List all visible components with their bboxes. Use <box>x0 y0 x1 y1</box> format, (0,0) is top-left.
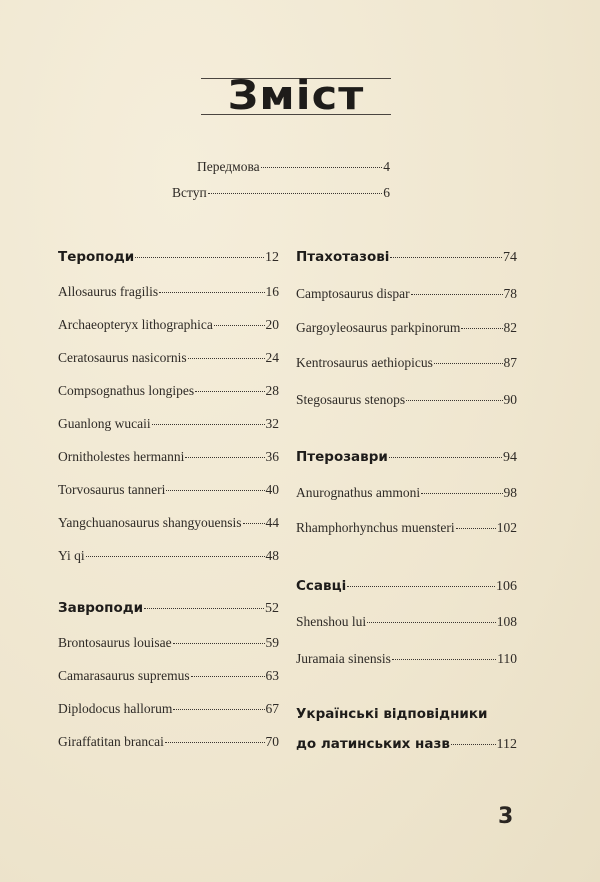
toc-leader <box>411 294 503 295</box>
toc-entry-page: 20 <box>265 317 279 332</box>
toc-entry-page: 52 <box>265 601 279 616</box>
toc-entry-label: Guanlong wucaii <box>58 416 151 431</box>
toc-leader <box>389 457 502 458</box>
toc-leader <box>261 167 383 168</box>
toc-entry-page: 4 <box>383 159 390 174</box>
toc-entry-label: Kentrosaurus aethiopicus <box>296 355 433 370</box>
toc-section-heading[interactable] <box>58 600 279 617</box>
toc-leader <box>144 608 264 609</box>
toc-section-heading[interactable] <box>296 249 517 266</box>
toc-leader <box>214 325 265 326</box>
toc-entry-page: 63 <box>265 668 279 683</box>
toc-entry[interactable] <box>58 449 279 465</box>
toc-entry[interactable] <box>58 668 279 684</box>
toc-section-heading[interactable] <box>296 449 517 466</box>
toc-entry-page: 24 <box>265 350 279 365</box>
toc-entry[interactable] <box>58 416 279 432</box>
toc-entry[interactable] <box>58 350 279 366</box>
toc-entry-page: 74 <box>503 250 517 265</box>
toc-entry[interactable] <box>58 701 279 717</box>
toc-entry[interactable] <box>296 392 517 408</box>
toc-leader <box>434 363 503 364</box>
toc-heading-label: Завроподи <box>58 600 144 616</box>
toc-leader <box>191 676 265 677</box>
page-title: Зміст <box>227 73 365 119</box>
toc-entry-label: Rhamphorhynchus muensteri <box>296 520 455 535</box>
toc-section-heading[interactable] <box>58 249 279 266</box>
toc-leader <box>86 556 265 557</box>
toc-entry[interactable] <box>296 286 517 302</box>
toc-entry[interactable] <box>296 320 517 336</box>
toc-appendix-heading-line1[interactable]: Українські відповідники <box>296 706 488 722</box>
toc-entry-page: 40 <box>265 482 279 497</box>
toc-leader <box>392 659 496 660</box>
toc-leader <box>367 622 496 623</box>
toc-leader <box>390 257 502 258</box>
toc-entry-page: 108 <box>496 614 517 629</box>
toc-entry-page: 32 <box>265 416 279 431</box>
toc-entry-page: 98 <box>503 485 517 500</box>
toc-leader <box>173 709 264 710</box>
toc-entry-label: Shenshou lui <box>296 614 367 629</box>
toc-entry[interactable] <box>296 485 517 501</box>
toc-entry-intro[interactable] <box>197 159 390 175</box>
toc-leader <box>451 744 496 745</box>
toc-entry-label: Ornitholestes hermanni <box>58 449 185 464</box>
toc-entry[interactable] <box>296 355 517 371</box>
toc-entry-page: 28 <box>265 383 279 398</box>
toc-entry[interactable] <box>296 651 517 667</box>
toc-leader <box>152 424 265 425</box>
toc-entry-label: Stegosaurus stenops <box>296 392 406 407</box>
toc-entry[interactable] <box>58 317 279 333</box>
toc-entry-label: Diplodocus hallorum <box>58 701 173 716</box>
toc-heading-label: Тероподи <box>58 249 135 265</box>
toc-leader <box>185 457 264 458</box>
toc-heading-label: Птерозаври <box>296 449 388 465</box>
toc-leader <box>195 391 264 392</box>
toc-entry-page: 112 <box>496 737 517 752</box>
toc-heading-label: до латинських назв <box>296 736 450 752</box>
toc-entry-label: Camptosaurus dispar <box>296 286 410 301</box>
toc-entry-label: Yangchuanosaurus shangyouensis <box>58 515 242 530</box>
toc-entry-label: Archaeopteryx lithographica <box>58 317 213 332</box>
page-number: 3 <box>498 804 514 829</box>
toc-entry-page: 94 <box>503 450 517 465</box>
toc-entry[interactable] <box>58 635 279 651</box>
toc-entry[interactable] <box>58 284 279 300</box>
toc-entry-label: Yi qi <box>58 548 85 563</box>
toc-entry[interactable] <box>58 548 279 564</box>
toc-entry-intro[interactable] <box>172 185 390 201</box>
toc-leader <box>406 400 502 401</box>
toc-entry-page: 48 <box>265 548 279 563</box>
toc-entry-label: Anurognathus ammoni <box>296 485 421 500</box>
toc-heading-label: Птахотазові <box>296 249 390 265</box>
toc-entry-page: 90 <box>503 392 517 407</box>
toc-entry-label: Allosaurus fragilis <box>58 284 159 299</box>
toc-entry-page: 67 <box>265 701 279 716</box>
toc-entry[interactable] <box>58 383 279 399</box>
toc-entry-page: 82 <box>503 320 517 335</box>
toc-entry-label: Camarasaurus supremus <box>58 668 190 683</box>
toc-entry[interactable] <box>296 520 517 536</box>
toc-entry[interactable] <box>58 515 279 531</box>
toc-leader <box>165 742 265 743</box>
toc-leader <box>135 257 264 258</box>
toc-leader <box>456 528 496 529</box>
toc-entry-page: 16 <box>265 284 279 299</box>
toc-entry-label: Вступ <box>172 185 207 200</box>
toc-entry-page: 87 <box>503 355 517 370</box>
toc-leader <box>461 328 502 329</box>
toc-entry-label: Compsognathus longipes <box>58 383 195 398</box>
toc-entry-label: Передмова <box>197 159 260 174</box>
toc-appendix-heading[interactable] <box>296 736 517 753</box>
toc-entry[interactable] <box>58 482 279 498</box>
toc-entry-page: 36 <box>265 449 279 464</box>
toc-leader <box>421 493 502 494</box>
toc-entry-page: 12 <box>265 250 279 265</box>
toc-heading-label: Ссавці <box>296 578 347 594</box>
toc-entry-label: Juramaia sinensis <box>296 651 391 666</box>
toc-entry[interactable] <box>58 734 279 750</box>
toc-entry-page: 110 <box>497 651 517 666</box>
toc-leader <box>347 586 495 587</box>
toc-entry-label: Brontosaurus louisae <box>58 635 172 650</box>
toc-entry-page: 106 <box>496 579 517 594</box>
toc-entry-page: 44 <box>265 515 279 530</box>
toc-entry-label: Gargoyleosaurus parkpinorum <box>296 320 461 335</box>
toc-entry-page: 6 <box>383 185 390 200</box>
toc-leader <box>173 643 265 644</box>
title-block <box>201 74 391 118</box>
toc-leader <box>166 490 264 491</box>
toc-entry-page: 70 <box>265 734 279 749</box>
toc-entry-label: Giraffatitan brancai <box>58 734 164 749</box>
toc-leader <box>159 292 264 293</box>
toc-entry[interactable] <box>296 614 517 630</box>
toc-leader <box>188 358 265 359</box>
toc-leader <box>208 193 383 194</box>
toc-leader <box>243 523 265 524</box>
toc-entry-page: 59 <box>265 635 279 650</box>
toc-entry-label: Ceratosaurus nasicornis <box>58 350 187 365</box>
toc-entry-page: 102 <box>496 520 517 535</box>
toc-entry-page: 78 <box>503 286 517 301</box>
toc-section-heading[interactable] <box>296 578 517 595</box>
toc-entry-label: Torvosaurus tanneri <box>58 482 166 497</box>
